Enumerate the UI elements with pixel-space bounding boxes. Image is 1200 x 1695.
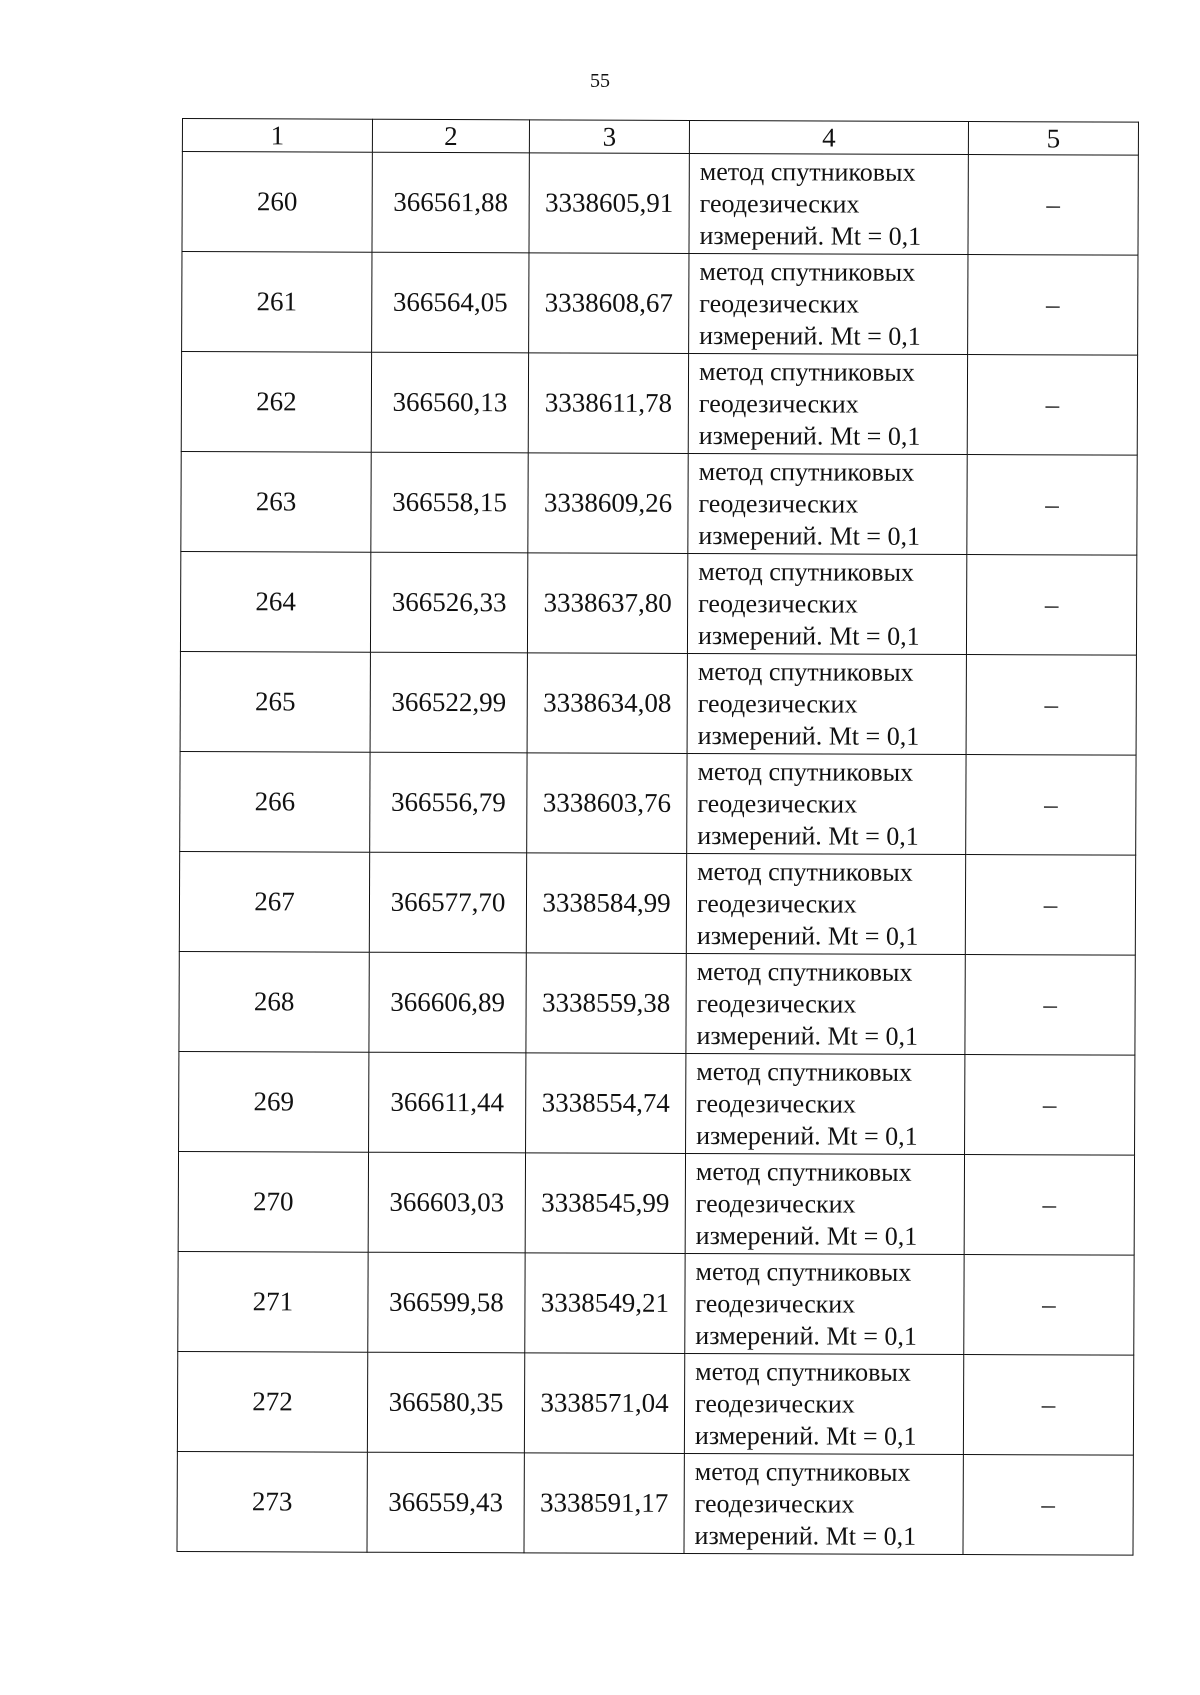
method-line: геодезических — [699, 188, 860, 219]
method-line: геодезических — [698, 388, 859, 419]
method-cell — [685, 1253, 964, 1354]
table-row — [178, 1151, 1134, 1255]
method-cell — [686, 853, 965, 954]
y-coordinate-cell: 3338634,08 — [527, 653, 687, 754]
method-line: метод спутниковых — [697, 756, 914, 787]
method-cell — [684, 1353, 963, 1454]
header-col-5: 5 — [968, 122, 1138, 156]
x-coordinate-cell: 366599,58 — [368, 1252, 525, 1353]
method-line: геодезических — [697, 788, 858, 819]
x-coordinate-cell: 366556,79 — [370, 752, 527, 853]
point-number-cell: 273 — [177, 1451, 367, 1552]
method-cell — [689, 253, 968, 354]
x-coordinate-cell: 366522,99 — [370, 652, 527, 753]
table-row — [179, 851, 1135, 955]
table-row — [182, 252, 1138, 356]
method-cell — [689, 153, 968, 254]
method-line: метод спутниковых — [696, 956, 913, 987]
x-coordinate-cell: 366564,05 — [372, 252, 529, 353]
method-line: геодезических — [698, 588, 858, 619]
note-cell: – — [964, 1155, 1134, 1256]
method-cell — [684, 1453, 963, 1554]
method-line: измерений. Mt = 0,1 — [694, 1520, 917, 1551]
y-coordinate-cell: 3338545,99 — [525, 1153, 685, 1254]
method-cell — [688, 453, 967, 554]
method-line: измерений. Mt = 0,1 — [699, 320, 921, 351]
header-col-2: 2 — [372, 119, 529, 153]
x-coordinate-cell: 366577,70 — [369, 852, 526, 953]
method-line: геодезических — [696, 1088, 857, 1119]
note-cell: – — [966, 655, 1136, 756]
method-line: геодезических — [694, 1488, 855, 1519]
y-coordinate-cell: 3338591,17 — [524, 1453, 684, 1554]
method-cell — [685, 1153, 964, 1254]
point-number-cell: 267 — [179, 851, 369, 952]
method-line: метод спутниковых — [699, 256, 916, 287]
method-cell — [688, 353, 967, 454]
method-line: геодезических — [697, 688, 858, 719]
point-number-cell: 260 — [182, 152, 372, 253]
table-row — [179, 1051, 1135, 1155]
point-number-cell: 265 — [180, 651, 370, 752]
method-line: геодезических — [695, 1188, 856, 1219]
method-line: метод спутниковых — [698, 456, 915, 487]
y-coordinate-cell: 3338603,76 — [527, 753, 687, 854]
table-row — [177, 1451, 1133, 1555]
method-line: метод спутниковых — [698, 356, 915, 387]
table-row — [181, 451, 1137, 555]
method-line: измерений. Mt = 0,1 — [697, 720, 920, 751]
table-row — [180, 751, 1136, 855]
method-line: метод спутниковых — [698, 556, 915, 587]
table-row — [182, 152, 1138, 256]
method-cell — [686, 953, 965, 1054]
note-cell: – — [967, 455, 1137, 556]
header-col-3: 3 — [529, 120, 689, 154]
method-line: измерений. Mt = 0,1 — [696, 1020, 919, 1051]
method-cell — [686, 1053, 965, 1154]
method-cell — [687, 753, 966, 854]
method-cell — [687, 653, 966, 754]
method-line: измерений. Mt = 0,1 — [699, 220, 922, 251]
method-line: измерений. Mt = 0,1 — [696, 920, 919, 951]
note-cell: – — [966, 755, 1136, 856]
method-line: геодезических — [699, 288, 860, 319]
method-line: метод спутниковых — [695, 1156, 912, 1187]
y-coordinate-cell: 3338609,26 — [528, 453, 688, 554]
point-number-cell: 264 — [180, 551, 370, 652]
method-line: геодезических — [695, 1288, 856, 1319]
point-number-cell: 271 — [178, 1251, 368, 1352]
note-cell: – — [968, 155, 1138, 256]
method-line: измерений. Mt = 0,1 — [697, 820, 919, 851]
point-number-cell: 263 — [181, 451, 371, 552]
y-coordinate-cell: 3338608,67 — [529, 253, 689, 354]
x-coordinate-cell: 366526,33 — [370, 552, 527, 653]
y-coordinate-cell: 3338584,99 — [526, 853, 686, 954]
note-cell: – — [964, 1255, 1134, 1356]
method-line: метод спутниковых — [697, 856, 913, 887]
header-row — [182, 119, 1138, 156]
y-coordinate-cell: 3338549,21 — [525, 1253, 685, 1354]
point-number-cell: 261 — [182, 252, 372, 353]
point-number-cell: 262 — [181, 352, 371, 453]
note-cell: – — [965, 955, 1135, 1056]
y-coordinate-cell: 3338605,91 — [529, 153, 689, 254]
point-number-cell: 272 — [177, 1351, 367, 1452]
method-cell — [687, 553, 966, 654]
method-line: измерений. Mt = 0,1 — [695, 1220, 918, 1251]
x-coordinate-cell: 366559,43 — [367, 1452, 524, 1553]
method-line: измерений. Mt = 0,1 — [697, 620, 920, 651]
note-cell: – — [967, 355, 1137, 456]
note-cell: – — [965, 1055, 1135, 1156]
y-coordinate-cell: 3338611,78 — [528, 353, 688, 454]
x-coordinate-cell: 366561,88 — [372, 152, 529, 253]
method-line: измерений. Mt = 0,1 — [695, 1320, 917, 1351]
coordinates-table — [176, 118, 1138, 1556]
table-row — [180, 651, 1136, 755]
x-coordinate-cell: 366611,44 — [369, 1052, 526, 1153]
note-cell: – — [965, 855, 1135, 956]
note-cell: – — [963, 1355, 1133, 1456]
table-row — [178, 1251, 1134, 1355]
table-body — [177, 152, 1138, 1556]
point-number-cell: 268 — [179, 951, 369, 1052]
table-header — [182, 119, 1138, 156]
table-row — [177, 1351, 1133, 1455]
method-line: измерений. Mt = 0,1 — [694, 1420, 917, 1451]
x-coordinate-cell: 366558,15 — [371, 452, 528, 553]
method-line: геодезических — [698, 488, 859, 519]
x-coordinate-cell: 366606,89 — [369, 952, 526, 1053]
point-number-cell: 269 — [179, 1051, 369, 1152]
method-line: геодезических — [696, 988, 857, 1019]
x-coordinate-cell: 366580,35 — [367, 1352, 524, 1453]
method-line: геодезических — [696, 888, 857, 919]
header-col-1: 1 — [182, 119, 372, 153]
method-line: метод спутниковых — [696, 1056, 913, 1087]
method-line: измерений. Mt = 0,1 — [698, 420, 921, 451]
y-coordinate-cell: 3338571,04 — [524, 1353, 684, 1454]
point-number-cell: 266 — [180, 751, 370, 852]
table-row — [179, 951, 1135, 1055]
method-line: метод спутниковых — [695, 1256, 912, 1287]
method-line: метод спутниковых — [694, 1456, 911, 1487]
y-coordinate-cell: 3338559,38 — [526, 953, 686, 1054]
method-line: измерений. Mt = 0,1 — [696, 1120, 918, 1151]
method-line: метод спутниковых — [695, 1356, 911, 1387]
x-coordinate-cell: 366560,13 — [371, 352, 528, 453]
note-cell: – — [966, 555, 1136, 656]
table-row — [181, 352, 1137, 456]
method-line: метод спутниковых — [697, 656, 914, 687]
method-line: измерений. Mt = 0,1 — [698, 520, 921, 551]
y-coordinate-cell: 3338637,80 — [527, 553, 687, 654]
page-number: 55 — [590, 70, 610, 92]
note-cell: – — [968, 255, 1138, 356]
y-coordinate-cell: 3338554,74 — [526, 1053, 686, 1154]
x-coordinate-cell: 366603,03 — [368, 1152, 525, 1253]
table-row — [180, 551, 1136, 655]
method-line: геодезических — [695, 1388, 855, 1419]
method-line: метод спутниковых — [699, 156, 916, 187]
note-cell: – — [963, 1455, 1133, 1556]
point-number-cell: 270 — [178, 1151, 368, 1252]
header-col-4: 4 — [689, 120, 968, 154]
